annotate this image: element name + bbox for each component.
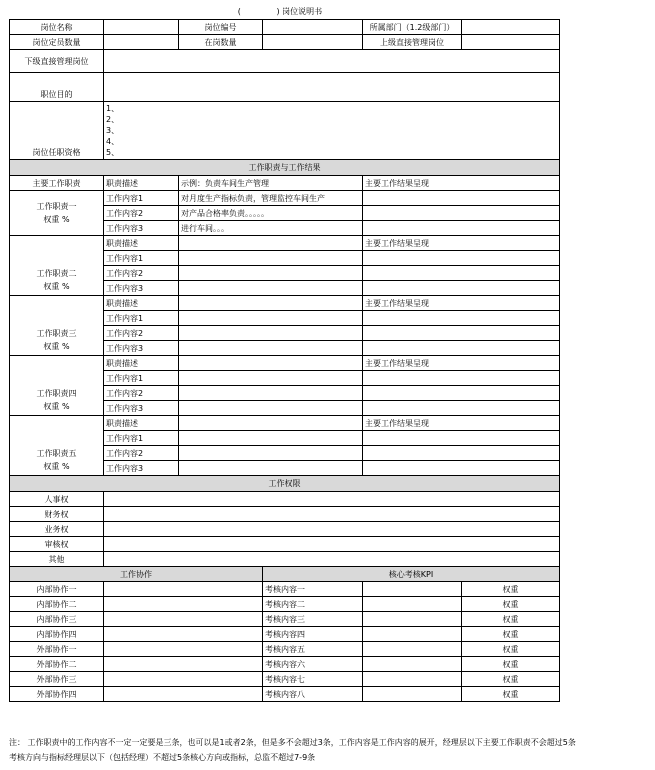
result-cell[interactable]	[363, 281, 560, 296]
duty-group-weight: 权重 %	[43, 215, 70, 224]
footnote-line-2: 考核方向与指标经理层以下（包括经理）不超过5条核心方向或指标，总监不超过7-9条	[9, 753, 316, 762]
duty-group-name: 工作职责四	[36, 389, 77, 398]
col-main-duty: 主要工作职责	[10, 176, 104, 191]
coop-section-title: 工作协作	[10, 567, 263, 582]
result-cell[interactable]	[363, 191, 560, 206]
result-cell[interactable]	[363, 371, 560, 386]
qualification-label: 岗位任职资格	[10, 102, 104, 160]
coop-label: 外部协作一	[10, 642, 104, 657]
coop-kpi-row	[10, 612, 560, 627]
duty-group-1-row	[10, 191, 560, 206]
kpi-label: 考核内容二	[263, 597, 363, 612]
quota-label: 岗位定员数量	[10, 35, 104, 50]
coop-value[interactable]	[104, 597, 263, 612]
result-cell[interactable]	[363, 251, 560, 266]
kpi-label: 考核内容三	[263, 612, 363, 627]
duty-group-weight: 权重 %	[43, 462, 70, 471]
coop-kpi-row	[10, 597, 560, 612]
result-cell[interactable]	[363, 401, 560, 416]
work-content-2: 工作内容2	[104, 386, 179, 401]
kpi-label: 考核内容四	[263, 627, 363, 642]
work-content-1: 工作内容1	[104, 311, 179, 326]
superior-label: 上级直接管理岗位	[363, 35, 462, 50]
work-content-3: 工作内容3	[104, 341, 179, 356]
coop-kpi-header-row	[10, 567, 560, 582]
work-content-2: 工作内容2	[104, 206, 179, 221]
authority-label: 审核权	[10, 537, 104, 552]
coop-value[interactable]	[104, 672, 263, 687]
qualification-list[interactable]	[104, 102, 560, 160]
work-content-1: 工作内容1	[104, 431, 179, 446]
quota-value[interactable]	[104, 35, 179, 50]
kpi-value[interactable]	[363, 642, 462, 657]
duty-group-name: 工作职责一	[36, 202, 77, 211]
authority-label: 人事权	[10, 492, 104, 507]
kpi-weight: 权重	[462, 642, 560, 657]
kpi-value[interactable]	[363, 687, 462, 702]
kpi-label: 考核内容七	[263, 672, 363, 687]
work-content-1: 工作内容1	[104, 371, 179, 386]
coop-kpi-row	[10, 687, 560, 702]
duties-section-row	[10, 160, 560, 176]
authority-row	[10, 492, 560, 507]
work-content-3: 工作内容3	[104, 281, 179, 296]
duty-group-name: 工作职责三	[36, 329, 77, 338]
qualification-item: 2、	[106, 115, 120, 124]
kpi-weight: 权重	[462, 582, 560, 597]
duty-desc-label: 职责描述	[104, 296, 179, 311]
subordinate-row	[10, 50, 560, 73]
col-duty-desc: 职责描述	[104, 176, 179, 191]
work-content-2: 工作内容2	[104, 266, 179, 281]
work-content-value[interactable]	[179, 311, 363, 326]
kpi-value[interactable]	[363, 627, 462, 642]
coop-value[interactable]	[104, 657, 263, 672]
authority-value[interactable]	[104, 507, 560, 522]
duty-group-row	[10, 416, 560, 431]
kpi-weight: 权重	[462, 627, 560, 642]
work-content-1: 工作内容1	[104, 251, 179, 266]
kpi-value[interactable]	[363, 612, 462, 627]
kpi-value[interactable]	[363, 672, 462, 687]
kpi-label: 考核内容八	[263, 687, 363, 702]
kpi-weight: 权重	[462, 657, 560, 672]
authority-value[interactable]	[104, 537, 560, 552]
kpi-section-title: 核心考核KPI	[263, 567, 560, 582]
duty-group-name: 工作职责五	[36, 449, 77, 458]
duty-desc-value[interactable]	[179, 296, 363, 311]
duty-desc-label: 职责描述	[104, 416, 179, 431]
header-row-1	[10, 20, 560, 35]
coop-label: 内部协作一	[10, 582, 104, 597]
purpose-value[interactable]	[104, 73, 560, 102]
authority-row	[10, 552, 560, 567]
kpi-value[interactable]	[363, 582, 462, 597]
authority-value[interactable]	[104, 522, 560, 537]
work-content-value[interactable]	[179, 341, 363, 356]
col-example: 示例：负责车间生产管理	[179, 176, 363, 191]
page-title: ( ) 岗位说明书	[237, 7, 323, 16]
kpi-label: 考核内容一	[263, 582, 363, 597]
result-cell[interactable]	[363, 206, 560, 221]
work-content-value[interactable]	[179, 386, 363, 401]
authority-label: 其他	[10, 552, 104, 567]
authority-row	[10, 537, 560, 552]
dept-label: 所属部门（1.2级部门）	[363, 20, 462, 35]
post-no-label: 岗位编号	[179, 20, 263, 35]
coop-value[interactable]	[104, 582, 263, 597]
work-content-1: 工作内容1	[104, 191, 179, 206]
qualification-item: 3、	[106, 126, 120, 135]
work-content-value[interactable]	[179, 326, 363, 341]
coop-label: 内部协作四	[10, 627, 104, 642]
work-content-value[interactable]	[179, 401, 363, 416]
result-cell[interactable]	[363, 221, 560, 236]
result-cell[interactable]	[363, 461, 560, 476]
result-label: 主要工作结果呈现	[363, 356, 560, 371]
work-content-value[interactable]	[179, 281, 363, 296]
result-cell[interactable]	[363, 386, 560, 401]
result-cell[interactable]	[363, 341, 560, 356]
duty-group-1-label	[10, 191, 104, 236]
duty-group-weight: 权重 %	[43, 282, 70, 291]
duty-group-row	[10, 356, 560, 371]
qualification-item: 1、	[106, 104, 120, 113]
result-label: 主要工作结果呈现	[363, 416, 560, 431]
result-cell[interactable]	[363, 326, 560, 341]
purpose-row	[10, 73, 560, 102]
duty-group-weight: 权重 %	[43, 342, 70, 351]
coop-label: 外部协作三	[10, 672, 104, 687]
authority-row	[10, 522, 560, 537]
duty-desc-value[interactable]	[179, 236, 363, 251]
coop-value[interactable]	[104, 687, 263, 702]
authority-section-title: 工作权限	[10, 476, 560, 492]
coop-kpi-row	[10, 627, 560, 642]
example-line-1[interactable]: 对月度生产指标负责，管理监控车间生产	[179, 191, 363, 206]
coop-label: 外部协作四	[10, 687, 104, 702]
duty-desc-value[interactable]	[179, 416, 363, 431]
subordinate-value[interactable]	[104, 50, 560, 73]
work-content-value[interactable]	[179, 266, 363, 281]
header-row-2	[10, 35, 560, 50]
kpi-weight: 权重	[462, 687, 560, 702]
duty-group-label	[10, 416, 104, 476]
qualification-item: 5、	[106, 148, 120, 157]
work-content-3: 工作内容3	[104, 221, 179, 236]
superior-value[interactable]	[462, 35, 560, 50]
kpi-weight: 权重	[462, 597, 560, 612]
coop-label: 内部协作二	[10, 597, 104, 612]
in-post-label: 在岗数量	[179, 35, 263, 50]
work-content-value[interactable]	[179, 461, 363, 476]
work-content-2: 工作内容2	[104, 446, 179, 461]
duty-group-row	[10, 296, 560, 311]
coop-value[interactable]	[104, 642, 263, 657]
work-content-value[interactable]	[179, 446, 363, 461]
post-no-value[interactable]	[263, 20, 363, 35]
authority-value[interactable]	[104, 552, 560, 567]
coop-value[interactable]	[104, 612, 263, 627]
qualification-row	[10, 102, 560, 160]
result-label: 主要工作结果呈现	[363, 296, 560, 311]
job-description-table	[9, 19, 560, 702]
authority-label: 财务权	[10, 507, 104, 522]
duty-desc-label: 职责描述	[104, 356, 179, 371]
kpi-value[interactable]	[363, 597, 462, 612]
duty-desc-value[interactable]	[179, 356, 363, 371]
kpi-value[interactable]	[363, 657, 462, 672]
footnote-line-1: 注： 工作职责中的工作内容不一定一定要是三条，也可以是1或者2条，但是多不会超过3条，工作内容是工作内容的展开，经理层以下主要工作职责不会超过5条	[9, 738, 576, 747]
work-content-value[interactable]	[179, 371, 363, 386]
coop-kpi-row	[10, 582, 560, 597]
work-content-value[interactable]	[179, 251, 363, 266]
in-post-value[interactable]	[263, 35, 363, 50]
qualification-item: 4、	[106, 137, 120, 146]
result-cell[interactable]	[363, 311, 560, 326]
dept-value[interactable]	[462, 20, 560, 35]
post-name-label: 岗位名称	[10, 20, 104, 35]
duty-group-weight: 权重 %	[43, 402, 70, 411]
kpi-weight: 权重	[462, 672, 560, 687]
post-name-value[interactable]	[104, 20, 179, 35]
authority-label: 业务权	[10, 522, 104, 537]
example-line-3[interactable]: 进行车间。。。	[179, 221, 363, 236]
duty-group-label	[10, 356, 104, 416]
authority-section-row	[10, 476, 560, 492]
work-content-3: 工作内容3	[104, 461, 179, 476]
work-content-value[interactable]	[179, 431, 363, 446]
work-content-2: 工作内容2	[104, 326, 179, 341]
subordinate-label: 下级直接管理岗位	[10, 50, 104, 73]
coop-label: 外部协作二	[10, 657, 104, 672]
coop-kpi-row	[10, 657, 560, 672]
work-content-3: 工作内容3	[104, 401, 179, 416]
coop-value[interactable]	[104, 627, 263, 642]
authority-value[interactable]	[104, 492, 560, 507]
duties-column-header	[10, 176, 560, 191]
coop-kpi-row	[10, 642, 560, 657]
kpi-label: 考核内容五	[263, 642, 363, 657]
coop-label: 内部协作三	[10, 612, 104, 627]
duties-section-title: 工作职责与工作结果	[10, 160, 560, 176]
coop-kpi-row	[10, 672, 560, 687]
footnote	[9, 735, 649, 765]
kpi-label: 考核内容六	[263, 657, 363, 672]
authority-row	[10, 507, 560, 522]
result-cell[interactable]	[363, 266, 560, 281]
duty-group-name: 工作职责二	[36, 269, 77, 278]
duty-group-label	[10, 296, 104, 356]
example-line-2[interactable]: 对产品合格率负责。。。。。	[179, 206, 363, 221]
kpi-weight: 权重	[462, 612, 560, 627]
purpose-label: 职位目的	[10, 73, 104, 102]
result-cell[interactable]	[363, 446, 560, 461]
result-cell[interactable]	[363, 431, 560, 446]
duty-group-row	[10, 236, 560, 251]
duty-desc-label: 职责描述	[104, 236, 179, 251]
duty-group-label	[10, 236, 104, 296]
result-label: 主要工作结果呈现	[363, 236, 560, 251]
col-result: 主要工作结果呈现	[363, 176, 560, 191]
